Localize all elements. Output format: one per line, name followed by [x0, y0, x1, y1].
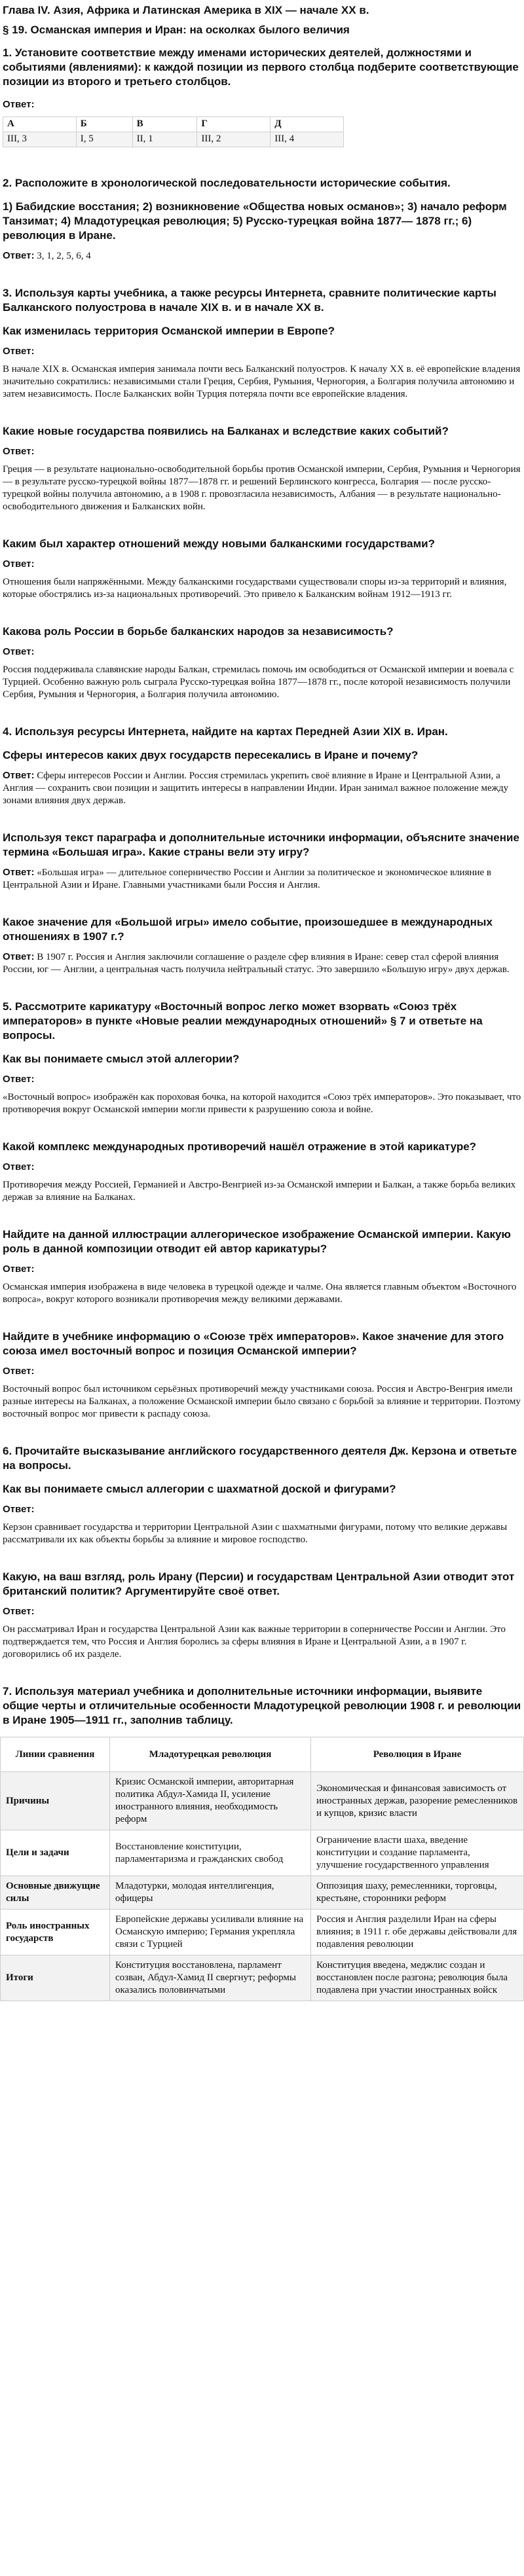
task5-question-3: Найдите на данной иллюстрации аллегорическое изображение Османской империи. Какую роль в данной композиции отводит ей автор карикатуры?	[3, 1228, 511, 1255]
task1-answer-label: Ответ:	[3, 99, 35, 110]
task7-cell-iran: Конституция введена, меджлис создан и восстановлен после разгона; революция была подавлена при участии иностранных войск	[311, 1955, 524, 2001]
task4-question-3: Какое значение для «Большой игры» имело событие, произошедшее в международных отношениях в 1907 г.?	[3, 916, 493, 943]
task1-value-row	[3, 132, 344, 147]
task6-answer-1: Керзон сравнивает государства и территории Центральной Азии с шахматными фигурами, потому что великие державы рассматривали их как объекты борьбы за влияние и мировое господство.	[3, 1522, 508, 1545]
task6-answer-label-2: Ответ:	[3, 1606, 35, 1617]
task7-cell-iran: Экономическая и финансовая зависимость от иностранных держав, разорение ремесленников и купцов, кризис власти	[311, 1772, 524, 1830]
task7-cell-iran: Ограничение власти шаха, введение конституции и создание парламента, улучшение государственного управления	[311, 1830, 524, 1876]
chapter-title: Глава IV. Азия, Африка и Латинская Америка в XIX — начале XX в.	[3, 4, 369, 16]
task4-answer-2	[3, 866, 521, 892]
task3-answer-label-4: Ответ:	[3, 646, 35, 657]
task7-row-causes	[1, 1772, 524, 1830]
task2-answer	[3, 249, 521, 263]
task7-row-results	[1, 1955, 524, 2001]
task4-answer-label-3: Ответ:	[3, 951, 35, 962]
task4-answer-text-3: В 1907 г. Россия и Англия заключили соглашение о разделе сфер влияния в Иране: север стал сферой влияния России, юг — Англии, а центральная часть получила нейтральный статус. Это завершило «Большую игру» двух держав.	[3, 952, 510, 975]
task7-row-label: Основные движущие силы	[1, 1876, 110, 1910]
task5-question-2: Какой комплекс международных противоречий нашёл отражение в этой карикатуре?	[3, 1140, 477, 1153]
task6-question-1: Как вы понимаете смысл аллегории с шахматной доской и фигурами?	[3, 1483, 396, 1495]
task1-header-g: Г	[197, 117, 271, 132]
task3-question-1: Как изменилась территория Османской империи в Европе?	[3, 325, 335, 337]
task1-title: 1. Установите соответствие между именами исторических деятелей, должностями и событиями (явлениями): к каждой позиции из первого столбца подберите соответствующие позиции из второго и третьего столбцов.	[3, 46, 519, 88]
task5-answer-4: Восточный вопрос был источником серьёзных противоречий между участниками союза. Россия и Австро-Венгрия имели разные интересы на Балканах, а положение Османской империи было связано с борьбой за влияние и территории. Поэтому восточный вопрос мог привести к распаду союза.	[3, 1384, 521, 1419]
task5-question-4: Найдите в учебнике информацию о «Союзе трёх императоров». Какое значение для этого союза имел восточный вопрос и позиция Османской империи?	[3, 1330, 504, 1357]
task7-row-label: Итоги	[1, 1955, 110, 2001]
task2-events: 1) Бабидские восстания; 2) возникновение «Общества новых османов»; 3) начало реформ Танзимат; 4) Младотурецкая революция; 5) Русско-турецкая война 1877— 1878 гг.; 6) революция в Иране.	[3, 200, 507, 242]
task7-row-label: Причины	[1, 1772, 110, 1830]
task5-answer-label-2: Ответ:	[3, 1161, 35, 1172]
task5-answer-label-3: Ответ:	[3, 1263, 35, 1275]
task4-answer-label-2: Ответ:	[3, 867, 35, 878]
task3-answer-label-3: Ответ:	[3, 558, 35, 570]
task4-answer-label-1: Ответ:	[3, 770, 35, 781]
task3-answer-label-1: Ответ:	[3, 346, 35, 357]
task3-answer-1: В начале XIX в. Османская империя занимала почти весь Балканский полуостров. К началу XX в. её европейские владения значительно сократились: независимыми стали Греция, Сербия, Румыния, Черногория, а Болгария получила автономию и затем независимость. После Балканских войн Турция потеряла почти все европейские владения.	[3, 364, 521, 399]
task3-answer-3: Отношения были напряжёнными. Между балканскими государствами существовали споры из-за территорий и влияния, которые обострялись из-за национальных противоречий. Это привело к Балканским войнам 1912—1913 гг.	[3, 577, 507, 600]
task3-title: 3. Используя карты учебника, а также ресурсы Интернета, сравните политические карты Балканского полуострова в начале XIX в. и в начале XX в.	[3, 287, 496, 314]
task7-row-label: Роль иностранных государств	[1, 1910, 110, 1955]
task7-header-lines: Линии сравнения	[1, 1737, 110, 1772]
task7-cell-iran: Россия и Англия разделили Иран на сферы влияния; в 1911 г. обе державы действовали для подавления революции	[311, 1910, 524, 1955]
task3-answer-label-2: Ответ:	[3, 446, 35, 457]
task7-cell-turkey: Европейские державы усиливали влияние на Османскую империю; Германия укрепляла связи с Турцией	[110, 1910, 311, 1955]
task1-header-d: Д	[271, 117, 344, 132]
task7-header-turkey: Младотурецкая революция	[110, 1737, 311, 1772]
task3-answer-4: Россия поддерживала славянские народы Балкан, стремилась помочь им освободиться от Османской империи и воевала с Турцией. Особенно важную роль сыграла Русско-турецкая война 1877—1878 гг., после которой независимость получили Сербия, Румыния и Черногория, а Болгария получила автономию.	[3, 664, 514, 700]
task6-answer-label-1: Ответ:	[3, 1504, 35, 1515]
task4-answer-3	[3, 951, 521, 976]
task1-answer-table	[3, 117, 344, 147]
task1-value-v: II, 1	[132, 132, 197, 147]
task7-row-foreign	[1, 1910, 524, 1955]
task2-answer-label: Ответ:	[3, 250, 35, 261]
task4-answer-text-2: «Большая игра» — длительное соперничество России и Англии за политическое и экономическое влияние в Центральной Азии и Иране. Главными участниками были Россия и Англия.	[3, 867, 492, 890]
task3-answer-2: Греция — в результате национально-освободительной борьбы против Османской империи, Сербия, Румыния и Черногория — в результате русско-турецкой войны 1877—1878 гг. и решений Берлинского конгресса, Болгария — после русско-турецкой войны получила автономию, а в 1908 г. провозгласила независимость, Албания — в результате национально-освободительного движения и Балканских войн.	[3, 464, 521, 512]
task7-row-label: Цели и задачи	[1, 1830, 110, 1876]
task1-header-row	[3, 117, 344, 132]
task4-title: 4. Используя ресурсы Интернета, найдите на картах Передней Азии XIX в. Иран.	[3, 725, 448, 738]
task2-title: 2. Расположите в хронологической последовательности исторические события.	[3, 177, 451, 189]
task4-question-2: Используя текст параграфа и дополнительные источники информации, объясните значение термина «Большая игра». Какие страны вели эту игру?	[3, 831, 519, 858]
task5-answer-3: Османская империя изображена в виде человека в турецкой одежде и чалме. Она является главным объектом «Восточного вопроса», вокруг которого возникали противоречия между великими державами.	[3, 1282, 517, 1305]
task3-question-4: Какова роль России в борьбе балканских народов за независимость?	[3, 625, 394, 638]
task5-answer-label-1: Ответ:	[3, 1074, 35, 1085]
task7-cell-iran: Оппозиция шаху, ремесленники, торговцы, крестьяне, сторонники реформ	[311, 1876, 524, 1910]
task4-answer-1	[3, 769, 521, 807]
task7-title: 7. Используя материал учебника и дополнительные источники информации, выявите общие черты и отличительные особенности Младотурецкой революции 1908 г. и революции в Иране 1905—1911 гг., заполнив таблицу.	[3, 1685, 521, 1726]
task4-answer-text-1: Сферы интересов России и Англии. Россия стремилась укрепить своё влияние в Иране и Центральной Азии, а Англия — сохранить свои позиции и защитить интересы в направлении Индии. Иран занимал важное положение между зонами влияния двух держав.	[3, 771, 509, 806]
task2-answer-text: 3, 1, 2, 5, 6, 4	[37, 251, 91, 261]
task1-header-b: Б	[76, 117, 132, 132]
task4-question-1: Сферы интересов каких двух государств пересекались в Иране и почему?	[3, 749, 419, 761]
task7-cell-turkey: Восстановление конституции, парламентаризма и гражданских свобод	[110, 1830, 311, 1876]
task7-cell-turkey: Кризис Османской империи, авторитарная политика Абдул-Хамида II, усиление иностранного влияния, необходимость реформ	[110, 1772, 311, 1830]
task1-value-a: III, 3	[3, 132, 77, 147]
task7-cell-turkey: Конституция восстановлена, парламент созван, Абдул-Хамид II свергнут; реформы оказались половинчатыми	[110, 1955, 311, 2001]
task1-value-g: III, 2	[197, 132, 271, 147]
task3-question-3: Каким был характер отношений между новыми балканскими государствами?	[3, 537, 435, 550]
task1-value-b: I, 5	[76, 132, 132, 147]
task1-value-d: III, 4	[271, 132, 344, 147]
task7-row-goals	[1, 1830, 524, 1876]
task1-header-v: В	[132, 117, 197, 132]
task7-row-forces	[1, 1876, 524, 1910]
task1-header-a: А	[3, 117, 77, 132]
task7-cell-turkey: Младотурки, молодая интеллигенция, офицеры	[110, 1876, 311, 1910]
task7-header-row	[1, 1737, 524, 1772]
task5-answer-label-4: Ответ:	[3, 1366, 35, 1377]
task6-title: 6. Прочитайте высказывание английского государственного деятеля Дж. Керзона и ответьте на вопросы.	[3, 1445, 517, 1472]
task7-comparison-table	[0, 1737, 524, 2001]
task5-title: 5. Рассмотрите карикатуру «Восточный вопрос легко может взорвать «Союз трёх императоров» в пункте «Новые реалии международных отношений» § 7 и ответьте на вопросы.	[3, 1000, 483, 1042]
task6-answer-2: Он рассматривал Иран и государства Центральной Азии как важные территории в соперничестве России и Англии. Это подтверждается тем, что Россия и Англия боролись за сферы влияния в Иране и Центральной Азии, а в 1907 г. договорились об их разделе.	[3, 1624, 506, 1660]
section-title: § 19. Османская империя и Иран: на осколках былого величия	[3, 24, 350, 36]
task3-question-2: Какие новые государства появились на Балканах и вследствие каких событий?	[3, 425, 449, 437]
task5-answer-1: «Восточный вопрос» изображён как пороховая бочка, на которой находится «Союз трёх императоров». Это показывает, что противоречия вокруг Османской империи могли привести к разрушению союза и войне.	[3, 1092, 521, 1115]
task5-question-1: Как вы понимаете смысл этой аллегории?	[3, 1053, 240, 1065]
task7-header-iran: Революция в Иране	[311, 1737, 524, 1772]
task6-question-2: Какую, на ваш взгляд, роль Ирану (Персии) и государствам Центральной Азии отводит этот британский политик? Аргументируйте своё ответ.	[3, 1570, 515, 1597]
task5-answer-2: Противоречия между Россией, Германией и Австро-Венгрией из-за Османской империи и Балкан, а также борьба великих держав за влияние на Балканах.	[3, 1180, 516, 1203]
